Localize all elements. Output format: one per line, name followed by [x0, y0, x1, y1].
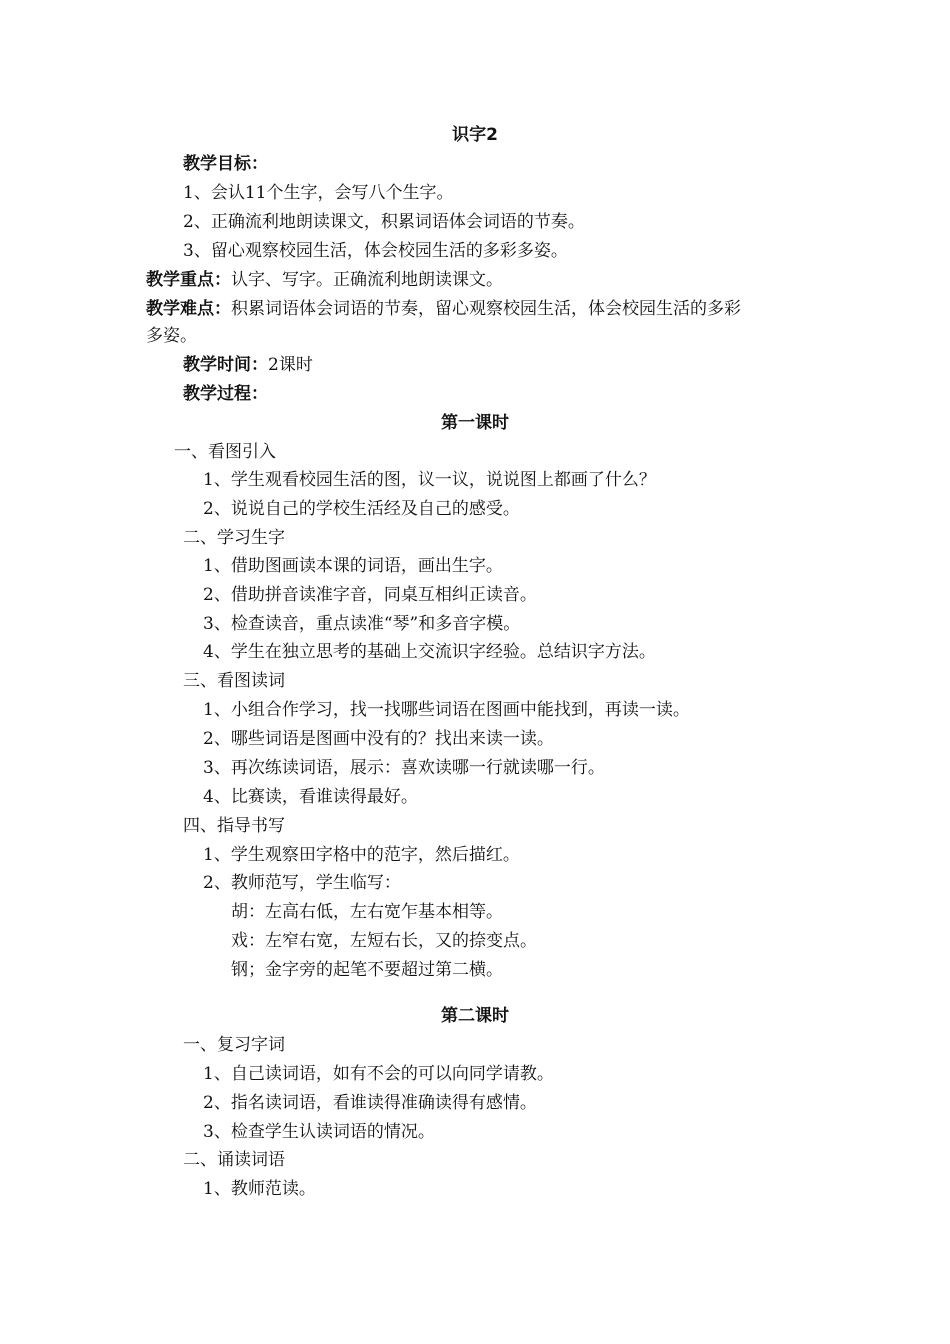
- difficulty-text-cont: 多姿。: [146, 326, 197, 346]
- list-item: 1、学生观看校园生活的图，议一议，说说图上都画了什么？: [203, 470, 656, 490]
- list-item: 4、学生在独立思考的基础上交流识字经验。总结识字方法。: [203, 642, 656, 662]
- list-item: 1、自己读词语，如有不会的可以向同学请教。: [203, 1064, 554, 1084]
- list-item: 2、哪些词语是图画中没有的？找出来读一读。: [203, 729, 554, 749]
- list-item: 2、指名读词语，看谁读得准确读得有感情。: [203, 1093, 537, 1113]
- list-item: 2、说说自己的学校生活经及自己的感受。: [203, 499, 520, 519]
- list-item: 4、比赛读，看谁读得最好。: [203, 787, 418, 807]
- lesson1-heading: 第一课时: [441, 413, 509, 433]
- section-title: 一、看图引入: [174, 442, 276, 462]
- key-point-line: [146, 269, 503, 291]
- section-title: 一、复习字词: [183, 1035, 285, 1055]
- time-line: [183, 354, 313, 376]
- goal-item: 1、会认11个生字，会写八个生字。: [183, 183, 454, 203]
- list-item: 3、检查学生认读词语的情况。: [203, 1122, 435, 1142]
- goal-item: 3、留心观察校园生活，体会校园生活的多彩多姿。: [183, 241, 568, 261]
- section-title: 二、学习生字: [183, 528, 285, 548]
- process-label: 教学过程：: [183, 384, 268, 404]
- key-point-text: 认字、写字。正确流利地朗读课文。: [231, 270, 503, 290]
- list-item: 3、再次练读词语，展示：喜欢读哪一行就读哪一行。: [203, 758, 605, 778]
- difficulty-line: [146, 298, 741, 320]
- document-title: 识字2: [452, 125, 498, 145]
- time-text: 2课时: [268, 355, 313, 375]
- key-point-label: 教学重点：: [146, 270, 231, 290]
- writing-note: 戏：左窄右宽，左短右长，又的捺变点。: [231, 931, 537, 951]
- section-title: 三、看图读词: [183, 671, 285, 691]
- difficulty-text: 积累词语体会词语的节奏，留心观察校园生活，体会校园生活的多彩: [231, 299, 741, 319]
- list-item: 3、检查读音，重点读准“琴”和多音字模。: [203, 614, 521, 634]
- goal-item: 2、正确流利地朗读课文，积累词语体会词语的节奏。: [183, 212, 585, 232]
- writing-note: 胡：左高右低，左右宽乍基本相等。: [231, 902, 503, 922]
- section-title: 二、诵读词语: [183, 1150, 285, 1170]
- list-item: 1、学生观察田字格中的范字，然后描红。: [203, 845, 520, 865]
- lesson2-heading: 第二课时: [441, 1006, 509, 1026]
- goals-label: 教学目标：: [183, 154, 268, 174]
- section-title: 四、指导书写: [183, 816, 285, 836]
- list-item: 2、借助拼音读准字音，同桌互相纠正读音。: [203, 585, 537, 605]
- time-label: 教学时间：: [183, 355, 268, 375]
- list-item: 1、小组合作学习，找一找哪些词语在图画中能找到，再读一读。: [203, 700, 690, 720]
- list-item: 2、教师范写，学生临写：: [203, 873, 401, 893]
- list-item: 1、借助图画读本课的词语，画出生字。: [203, 556, 503, 576]
- writing-note: 钢；金字旁的起笔不要超过第二横。: [231, 960, 503, 980]
- difficulty-label: 教学难点：: [146, 299, 231, 319]
- list-item: 1、教师范读。: [203, 1179, 316, 1199]
